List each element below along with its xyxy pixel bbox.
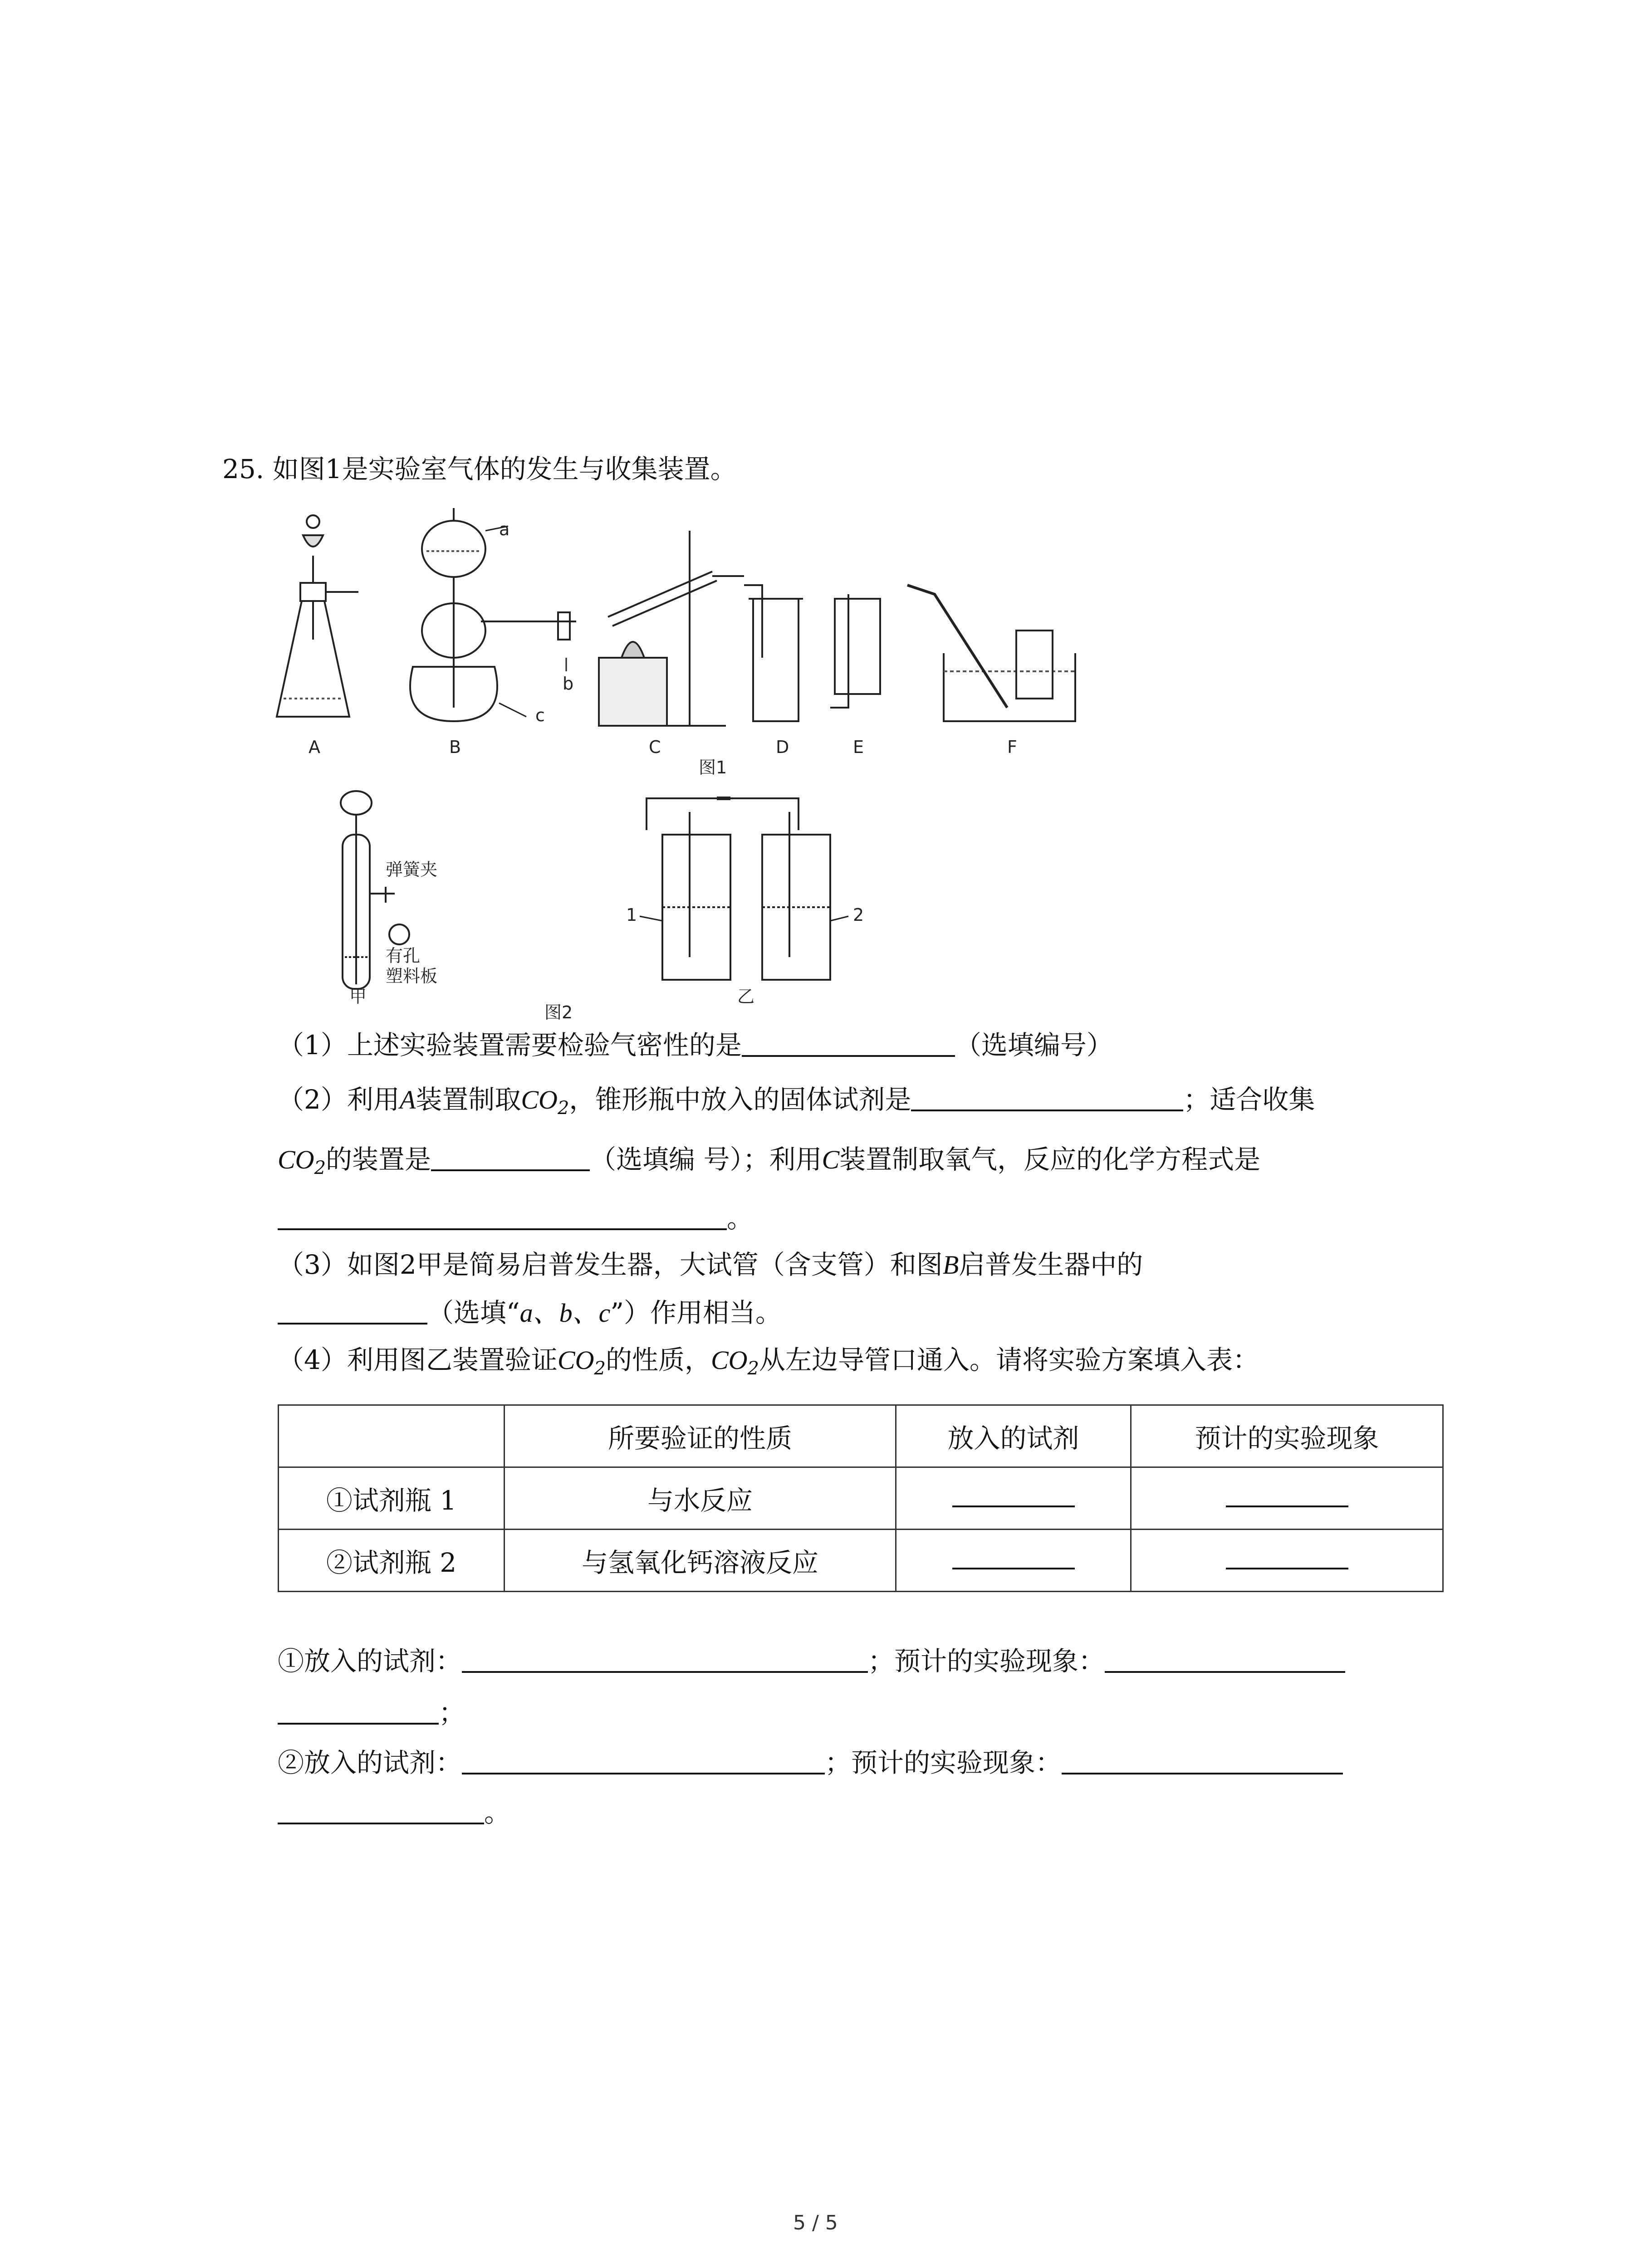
part-3-device-b: B (942, 1250, 959, 1280)
co2-subscript: 2 (594, 1358, 606, 1379)
part-2-text-b: 装置制取 (416, 1084, 521, 1115)
part-2-text-d: ；适合收集 (1183, 1084, 1315, 1115)
part-1-blank[interactable] (742, 1030, 955, 1057)
part-3-options: a、b、c (519, 1298, 611, 1328)
reagent-blank-cell[interactable] (896, 1467, 1131, 1530)
apparatus-a-conical-flask (277, 515, 358, 717)
part-3-blank[interactable] (278, 1297, 427, 1325)
answer-2-line-1 (278, 1746, 1343, 1779)
row-property: 与氢氧化钙溶液反应 (505, 1530, 896, 1592)
table-header-row (279, 1405, 1443, 1467)
answer-1-line-2 (278, 1696, 465, 1729)
phenomenon-blank-cell[interactable] (1131, 1467, 1443, 1530)
apparatus-e-gas-jar (830, 594, 880, 708)
kipp-label-a: a (499, 519, 510, 539)
part-3-text-b: 启普发生器中的 (959, 1249, 1143, 1280)
fig1-label-d: D (776, 737, 789, 757)
co2-subscript: 2 (314, 1158, 326, 1178)
part-2-text-g: 装置制取氧气，反应的化学方程式是 (839, 1144, 1261, 1175)
part-3-text-a: （3）如图2甲是简易启普发生器，大试管（含支管）和图 (278, 1249, 943, 1280)
apparatus-d-gas-jar (744, 585, 803, 721)
answer-2-phenomenon-cont-blank[interactable] (278, 1797, 484, 1824)
co2-formula: CO (278, 1145, 314, 1174)
fig2-label-jia: 甲 (349, 987, 367, 1007)
co2-formula: CO (521, 1085, 558, 1114)
solid-reagent-blank[interactable] (911, 1084, 1183, 1111)
plate-label-line2: 塑料板 (386, 966, 438, 986)
fig1-label-b: B (449, 737, 461, 757)
collect-device-blank[interactable] (431, 1144, 590, 1171)
table-header-cell (279, 1405, 505, 1467)
part-3-line-1 (278, 1248, 1143, 1281)
bottle-label-2: 2 (853, 905, 864, 925)
fig1-caption: 图1 (699, 758, 727, 777)
co2-subscript: 2 (557, 1098, 569, 1119)
question-heading (222, 453, 737, 485)
figure-1 (263, 508, 1125, 789)
part-2-end: 。 (727, 1203, 754, 1234)
reagent-blank-cell[interactable] (896, 1530, 1131, 1592)
part-4 (278, 1344, 1259, 1385)
co2-formula: CO (557, 1345, 594, 1375)
row-property: 与水反应 (505, 1467, 896, 1530)
apparatus-f-water-trough (907, 585, 1075, 721)
part-2-device-c: C (822, 1145, 840, 1174)
part-2-line-1 (278, 1083, 1315, 1124)
part-2-text-c: ，锥形瓶中放入的固体试剂是 (569, 1084, 911, 1115)
part-2-line-2 (278, 1143, 1260, 1184)
page-number: 5 / 5 (793, 2211, 838, 2234)
answer-1-phenomenon-cont-blank[interactable] (278, 1697, 439, 1725)
bottle-label-1: 1 (626, 905, 637, 925)
fig1-label-e: E (853, 737, 864, 757)
part-3-text-c: （选填“ (427, 1297, 520, 1328)
answer-2-phenomenon-blank[interactable] (1062, 1747, 1343, 1774)
experiment-table (278, 1404, 1444, 1592)
part-4-text-a: （4）利用图乙装置验证 (278, 1344, 558, 1375)
equation-blank[interactable] (278, 1203, 727, 1230)
part-2-text-e: 的装置是 (326, 1144, 431, 1175)
kipp-label-c: c (535, 705, 545, 725)
question-intro: 如图1是实验室气体的发生与收集装置。 (272, 454, 737, 484)
part-1-hint: （选填编号） (955, 1030, 1113, 1061)
co2-subscript: 2 (747, 1358, 759, 1379)
table-row (279, 1467, 1443, 1530)
part-2-device-a: A (399, 1085, 416, 1114)
clamp-label: 弹簧夹 (386, 860, 438, 880)
part-3-text-d: ”）作用相当。 (610, 1297, 782, 1328)
apparatus-b-kipp-generator (410, 508, 576, 721)
kipp-label-b: b (563, 674, 574, 694)
part-1-text: （1）上述实验装置需要检验气密性的是 (278, 1030, 742, 1061)
part-2-text-f: （选填编 号）；利用 (590, 1144, 822, 1175)
apparatus-c-heating-setup (599, 531, 744, 726)
row-label: ②试剂瓶 2 (279, 1530, 505, 1592)
answer-1-line-1 (278, 1645, 1345, 1677)
part-4-text-b: 的性质， (605, 1344, 711, 1375)
answer-1-phenomenon-blank[interactable] (1105, 1646, 1345, 1673)
answer-2-label: ②放入的试剂： (278, 1747, 462, 1778)
fig2-label-yi: 乙 (737, 987, 755, 1007)
row-label: ①试剂瓶 1 (279, 1467, 505, 1530)
part-2-text-a: （2）利用 (278, 1084, 400, 1115)
phenomenon-blank-cell[interactable] (1131, 1530, 1443, 1592)
table-header-cell: 放入的试剂 (896, 1405, 1131, 1467)
answer-2-end: 。 (484, 1797, 511, 1828)
wash-bottles (640, 798, 848, 980)
plate-label-line1: 有孔 (386, 946, 421, 966)
fig1-label-a: A (309, 737, 320, 757)
table-row (279, 1530, 1443, 1592)
answer-2-mid: ；预计的实验现象： (825, 1747, 1062, 1778)
question-number: 25. (222, 454, 265, 484)
answer-1-reagent-blank[interactable] (462, 1646, 868, 1673)
fig1-label-f: F (1007, 737, 1017, 757)
part-2-line-3 (278, 1202, 753, 1235)
answer-1-mid: ；预计的实验现象： (868, 1646, 1105, 1677)
answer-2-reagent-blank[interactable] (462, 1747, 825, 1774)
part-3-line-2 (278, 1296, 782, 1330)
table-header-cell: 所要验证的性质 (505, 1405, 896, 1467)
answer-1-label: ①放入的试剂： (278, 1646, 462, 1677)
part-1 (278, 1029, 1113, 1061)
answer-1-end: ； (439, 1697, 465, 1728)
part-4-text-c: 从左边导管口通入。请将实验方案填入表： (759, 1344, 1259, 1375)
table-header-cell: 预计的实验现象 (1131, 1405, 1443, 1467)
answer-2-line-2 (278, 1796, 510, 1829)
figure-2 (309, 785, 898, 1021)
fig1-label-c: C (649, 737, 661, 757)
co2-formula: CO (710, 1345, 748, 1375)
fig2-caption: 图2 (544, 1002, 573, 1021)
